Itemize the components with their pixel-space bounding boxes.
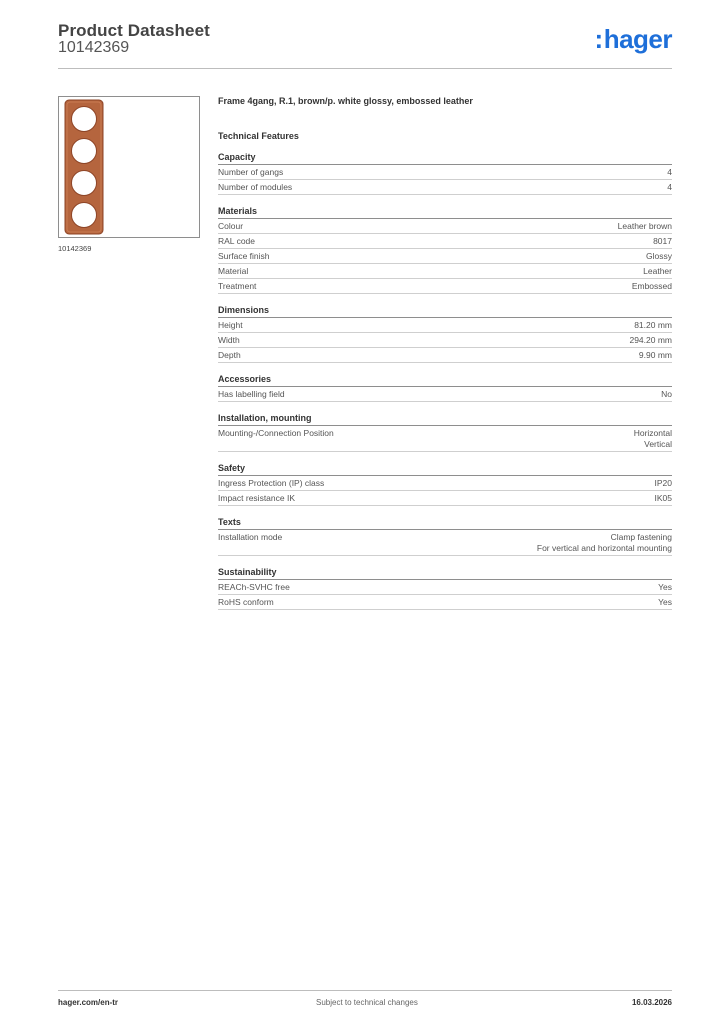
spec-value <box>632 281 672 292</box>
product-title: Frame 4gang, R.1, brown/p. white glossy, embossed leather <box>218 96 473 106</box>
spec-section <box>218 152 672 195</box>
spec-section <box>218 517 672 556</box>
spec-row <box>218 595 672 610</box>
spec-section <box>218 374 672 402</box>
section-title: Accessories <box>218 374 672 387</box>
spec-label: Number of modules <box>218 182 293 192</box>
spec-label: Height <box>218 320 243 330</box>
spec-value <box>537 532 672 554</box>
spec-label: Colour <box>218 221 244 231</box>
page-title: Product Datasheet <box>58 21 210 40</box>
logo-text: hager <box>603 24 672 54</box>
spec-row <box>218 476 672 491</box>
hager-logo[interactable] <box>595 26 672 52</box>
spec-section <box>218 463 672 506</box>
spec-value <box>655 478 673 489</box>
footer-notice: Subject to technical changes <box>316 998 418 1007</box>
spec-value <box>618 221 672 232</box>
section-title: Installation, mounting <box>218 413 672 426</box>
spec-label: Installation mode <box>218 532 283 542</box>
frame-illustration <box>59 97 199 237</box>
footer-website-link[interactable]: hager.com/en-tr <box>58 998 119 1007</box>
spec-row <box>218 348 672 363</box>
footer-divider <box>58 990 672 991</box>
spec-row <box>218 530 672 556</box>
spec-value-line: Leather <box>643 266 672 276</box>
spec-value <box>667 167 672 178</box>
section-title: Safety <box>218 463 672 476</box>
spec-row <box>218 234 672 249</box>
spec-value-line: Vertical <box>644 439 672 449</box>
spec-value <box>634 320 672 331</box>
spec-value-line: Embossed <box>631 281 672 291</box>
spec-value-line: 4 <box>667 167 672 177</box>
spec-value-line: Leather brown <box>617 221 672 231</box>
spec-row <box>218 426 672 452</box>
spec-label: Number of gangs <box>218 167 284 177</box>
header-divider <box>58 68 672 69</box>
spec-value <box>643 266 672 277</box>
spec-value-line: 4 <box>667 182 672 192</box>
spec-row <box>218 279 672 294</box>
spec-value <box>639 350 672 361</box>
spec-row <box>218 249 672 264</box>
spec-value <box>658 597 672 608</box>
spec-value <box>646 251 672 262</box>
spec-value <box>667 182 672 193</box>
spec-value <box>655 493 673 504</box>
spec-label: Material <box>218 266 249 276</box>
spec-value-line: Clamp fastening <box>610 532 672 542</box>
section-title: Dimensions <box>218 305 672 318</box>
spec-label: Mounting-/Connection Position <box>218 428 334 438</box>
spec-value-line: Yes <box>658 582 672 592</box>
spec-section <box>218 413 672 452</box>
spec-label: REACh-SVHC free <box>218 582 290 592</box>
spec-value-line: 9.90 mm <box>638 350 672 360</box>
spec-value-line: 81.20 mm <box>634 320 672 330</box>
spec-value-line: IK05 <box>654 493 672 503</box>
spec-value-line: No <box>661 389 672 399</box>
spec-row <box>218 264 672 279</box>
spec-value-line: Horizontal <box>633 428 672 438</box>
spec-label: Surface finish <box>218 251 270 261</box>
spec-row <box>218 165 672 180</box>
logo-colon: : <box>594 24 603 54</box>
image-caption: 10142369 <box>58 244 92 253</box>
spec-label: Ingress Protection (IP) class <box>218 478 325 488</box>
spec-label: Treatment <box>218 281 257 291</box>
section-title: Sustainability <box>218 567 672 580</box>
spec-row <box>218 219 672 234</box>
spec-section <box>218 206 672 294</box>
spec-value <box>634 428 672 450</box>
spec-label: RAL code <box>218 236 256 246</box>
spec-label: Width <box>218 335 240 345</box>
spec-row <box>218 491 672 506</box>
spec-value-line: 294.20 mm <box>629 335 672 345</box>
technical-features-heading: Technical Features <box>218 131 299 141</box>
product-image <box>58 96 200 238</box>
spec-value <box>629 335 672 346</box>
spec-content <box>218 96 672 621</box>
spec-section <box>218 305 672 363</box>
spec-sections <box>218 152 672 610</box>
spec-value-line: For vertical and horizontal mounting <box>536 543 672 553</box>
section-title: Materials <box>218 206 672 219</box>
spec-row <box>218 333 672 348</box>
spec-value <box>653 236 672 247</box>
spec-label: RoHS conform <box>218 597 274 607</box>
spec-row <box>218 318 672 333</box>
spec-value-line: Yes <box>658 597 672 607</box>
spec-label: Impact resistance IK <box>218 493 296 503</box>
section-title: Capacity <box>218 152 672 165</box>
spec-value <box>658 582 672 593</box>
spec-row <box>218 387 672 402</box>
spec-value-line: IP20 <box>654 478 672 488</box>
spec-value <box>661 389 672 400</box>
footer-date: 16.03.2026 <box>631 998 672 1007</box>
spec-section <box>218 567 672 610</box>
spec-label: Has labelling field <box>218 389 285 399</box>
section-title: Texts <box>218 517 672 530</box>
product-number: 10142369 <box>58 39 130 56</box>
spec-row <box>218 180 672 195</box>
spec-label: Depth <box>218 350 241 360</box>
spec-value-line: 8017 <box>653 236 672 246</box>
spec-row <box>218 580 672 595</box>
spec-value-line: Glossy <box>646 251 672 261</box>
